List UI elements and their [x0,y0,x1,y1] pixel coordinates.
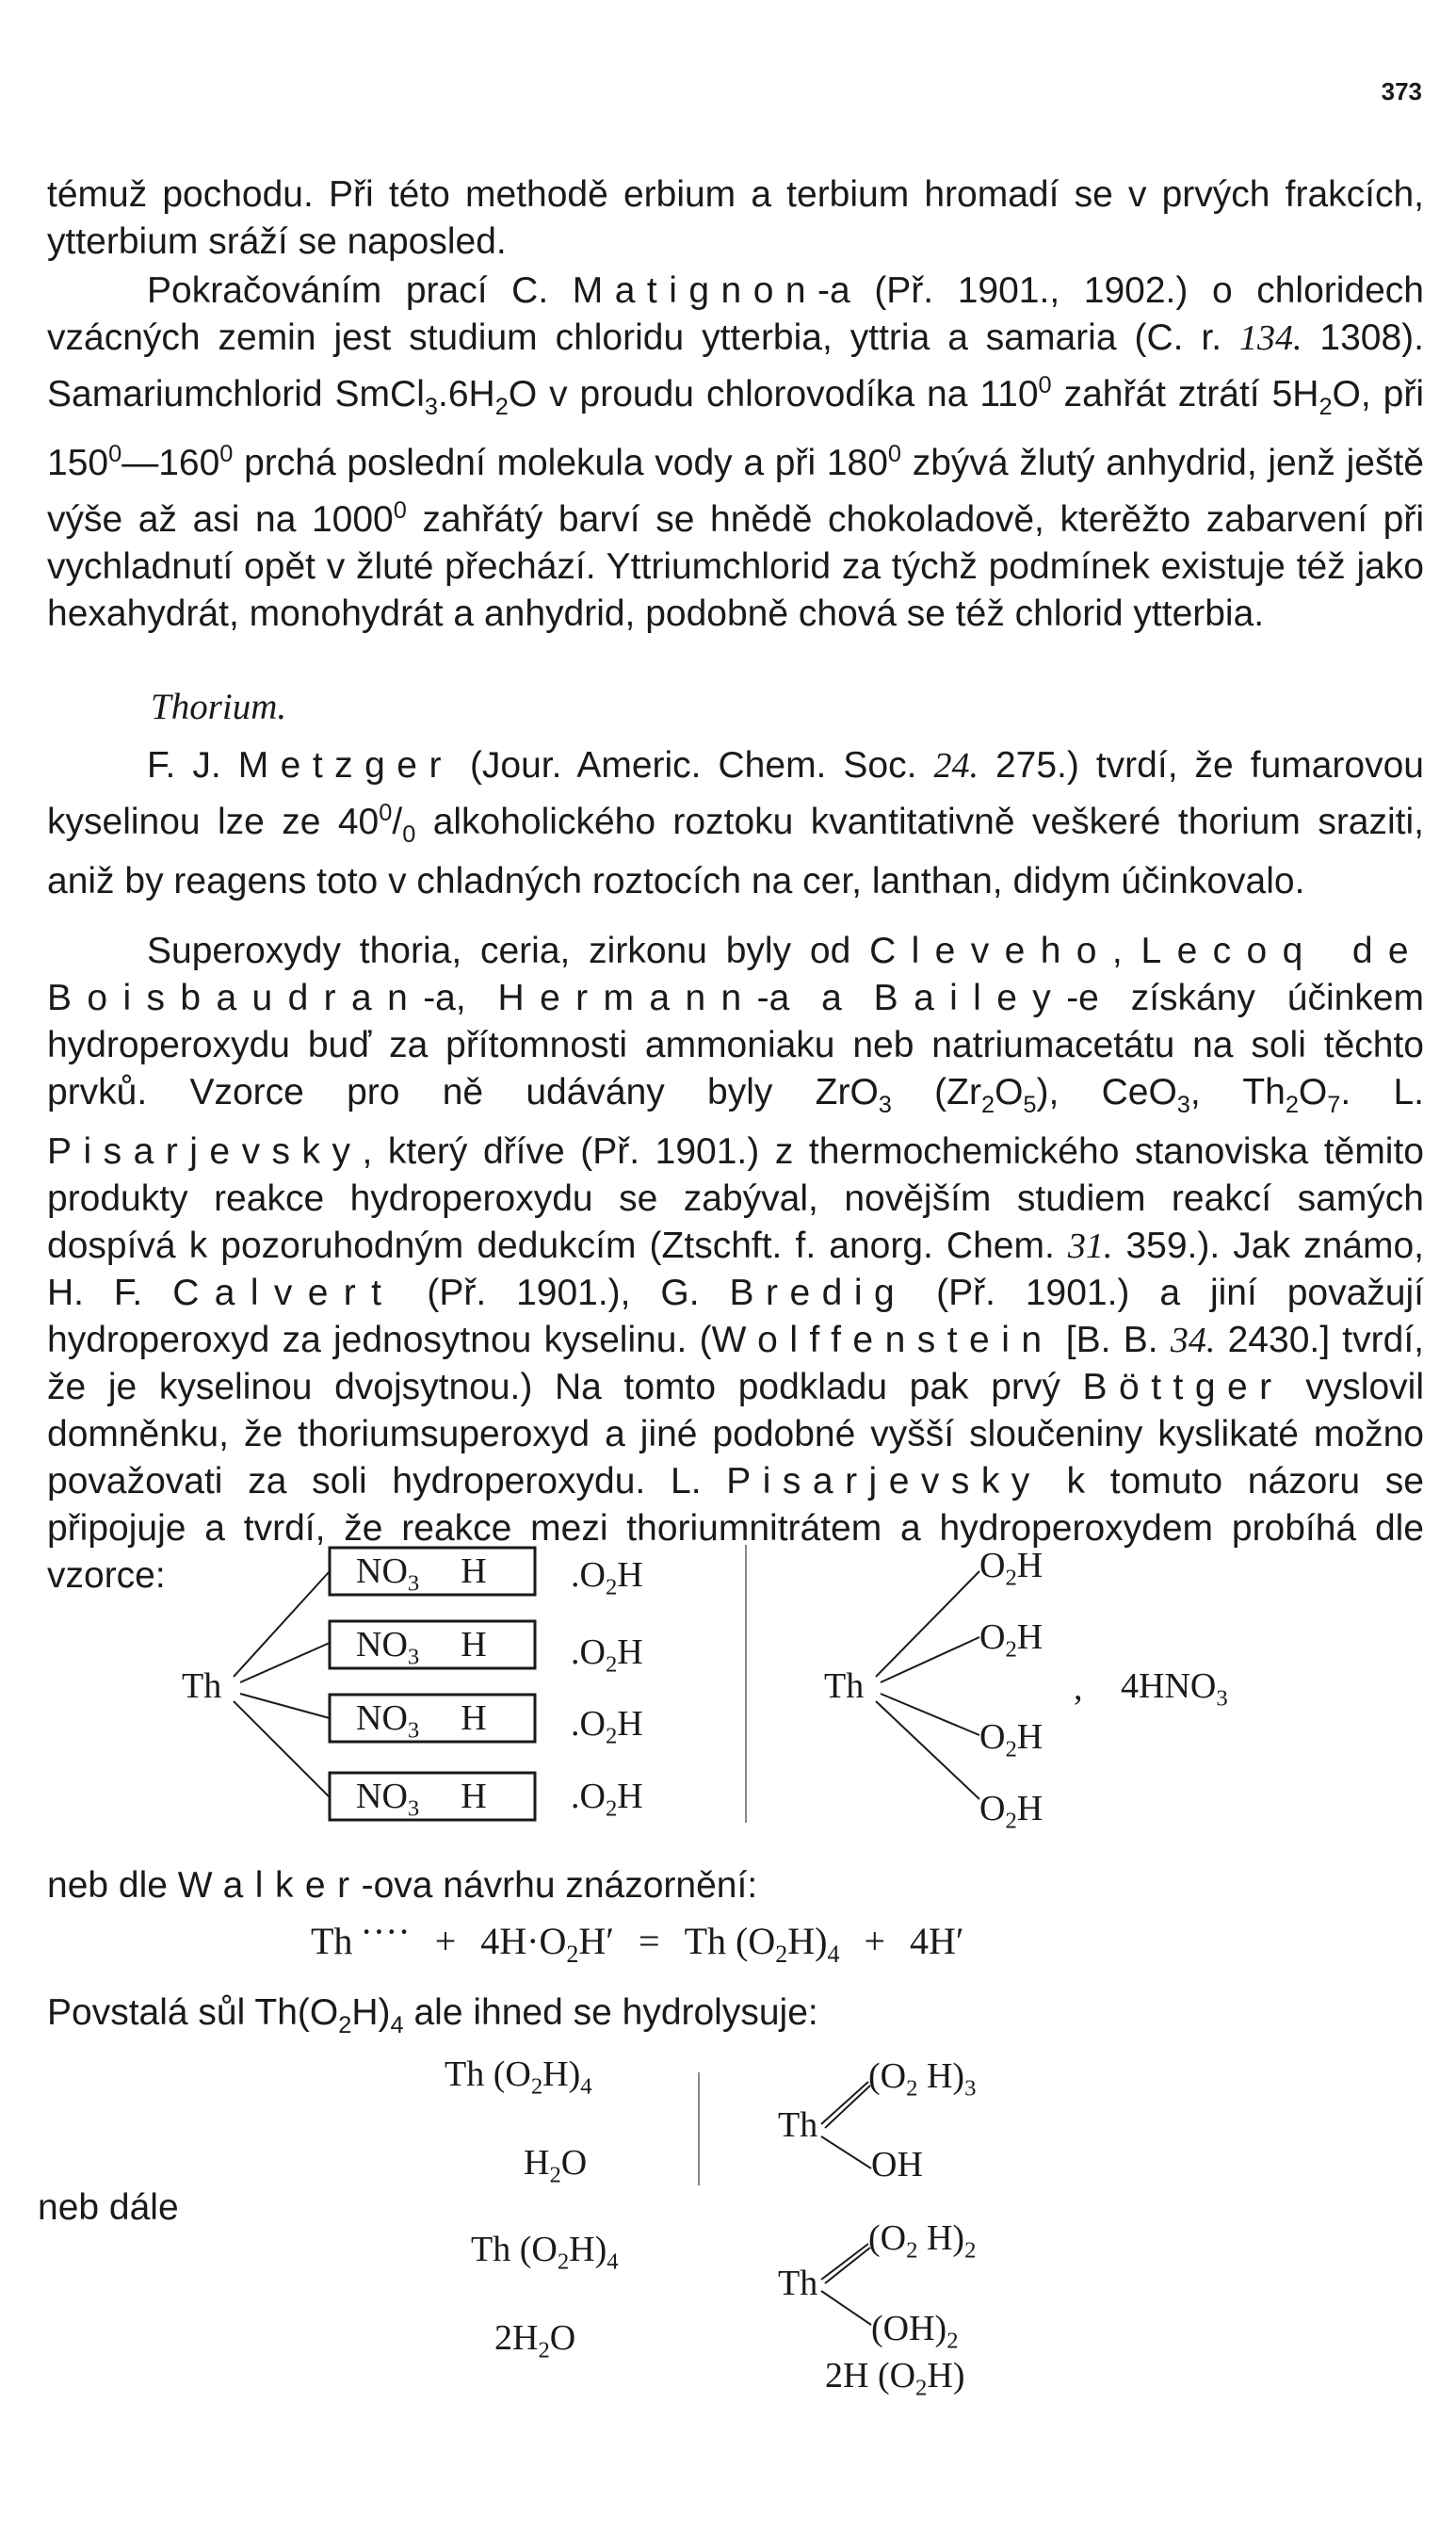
paragraph-text: témuž pochodu. Při této methodě erbium a terbium hromadí se v prvých frakcích, ytterbium sráží se naposled. [47,174,1424,262]
right-top-2: ($O_2$ $H)_2$ [868,2218,977,2264]
paragraph-text: Superoxydy thoria, ceria, zirkonu byly od Cleveho, Lecoq de Boisbaudran-a, Hermann-a a Bailey-e získány účinkem hydroperoxydu buď za přítomnosti ammoniaku neb natriumacetátu na soli těchto prvků. Vzorce pro ně udávány byly ZrO$_3$ $(Zr_2O_5)$, CeO$_3$, $Th_2O_7$. L. Pisarjevsky, který dříve (Př. 1901.) z thermochemického stanoviska těmito produkty reakce hydroperoxydu se zabýval, novějším studiem reakcí samých dospívá k pozoruhodným dedukcím (Ztschft. f. anorg. Chem. 31. 359.). Jak známo, H. F. Calvert (Př. 1901.), G. Bredig (Př. 1901.) a jiní považují hydroperoxyd za jednosytnou kyselinu. (Wolffenstein [B. B. 34. 2430.] tvrdí, že je kyselinou dvojsytnou.) Na tomto podkladu pak prvý Böttger vyslovil domněnku, že thoriumsuperoxyd a jiné podobné vyšší sloučeniny kyslikaté možno považovati za soli hydroperoxydu. L. Pisarjevsky k tomuto názoru se připojuje a tvrdí, že reakce mezi thoriumnitrátem a hydroperoxydem probíhá dle vzorce: [47,931,1424,1596]
right-o2h-2: $O_2H$ [979,1617,1043,1663]
nitric-acid: $4HNO_3$ [1121,1666,1228,1712]
comma-separator: , [1074,1668,1083,1708]
left-line-1: Th $(O_2H)_4$ [445,2054,592,2100]
o2h-1: $.O_2H$ [571,1555,643,1600]
box-row-2: $NO_3$ H [356,1625,487,1670]
neb-dale: neb dále [38,2187,179,2228]
paragraph-text: Pokračováním prací C. Matignon-a (Př. 1901., 1902.) o chloridech vzácných zemin jest studium chloridu ytterbia, yttria a samaria (C. r. 134. 1308). Samariumchlorid $SmCl_3.6H_2O$ v proudu chlorovodíka na $110^0$ zahřát ztrátí $5H_2O$, při $150^0—160^0$ prchá poslední molekula vody a při $180^0$ zbývá žlutý anhydrid, jenž ještě výše až asi na 1000$^0$ zahřátý barví se hnědě chokoladově, kterěžto zabarvení při vychladnutí opět v žluté přechází. Yttriumchlorid za týchž podmínek existuje též jako hexahydrát, monohydrát a anhydrid, podobně chová se též chlorid ytterbia. [47,270,1425,634]
o2h-3: $.O_2H$ [571,1704,643,1749]
section-heading: Thorium. [151,687,287,727]
left-line-3: Th $(O_2H)_4$ [471,2230,619,2275]
thorium-right: Th [824,1666,865,1706]
walker-line [47,1862,1424,1909]
right-o2h-4: $O_2H$ [979,1789,1043,1834]
page-number: 373 [1381,77,1422,106]
right-th-2: Th [778,2264,818,2303]
right-th-1: Th [778,2105,818,2145]
author-name: Metzger [237,745,453,786]
right-o2h-1: $O_2H$ [979,1546,1043,1591]
left-line-4: $2H_2O$ [494,2318,576,2363]
paragraph-text: F. J. Metzger (Jour. Americ. Chem. Soc. 24. 275.) tvrdí, že fumarovou kyselinou lze ze $40^0/_0$ alkoholického roztoku kvantitativně veškeré thorium sraziti, aniž by reagens toto v chladných roztocích na cer, lanthan, didym účinkovalo. [47,745,1424,901]
paragraph-text: Povstalá sůl $Th(O_2H)_4$ ale ihned se hydrolysuje: [47,1992,818,2038]
walker-equation: Th ···· + $4H\cdot O_2H'$ = Th $(O_2H)_4$ + 4H′ [311,1910,964,1968]
author-name: Matignon [572,270,818,311]
o2h-4: $.O_2H$ [571,1777,643,1822]
hydrolysis-line [47,1989,1424,2049]
box-row-4: $NO_3$ H [356,1777,487,1822]
right-o2h-3: $O_2H$ [979,1717,1043,1762]
thorium-left: Th [182,1666,222,1706]
right-extra: 2H $(O_2H)$ [825,2356,965,2401]
right-top-1: ($O_2$ $H)_3$ [868,2056,977,2102]
o2h-2: $.O_2H$ [571,1632,643,1678]
right-bot-2: $(OH)_2$ [871,2309,959,2354]
box-row-1: $NO_3$ H [356,1551,487,1597]
paragraph-text: neb dle Walker-ova návrhu znázornění: [47,1865,758,1906]
box-row-3: $NO_3$ H [356,1698,487,1744]
right-bot-1: OH [871,2145,923,2184]
left-line-2: $H_2O$ [524,2143,588,2188]
